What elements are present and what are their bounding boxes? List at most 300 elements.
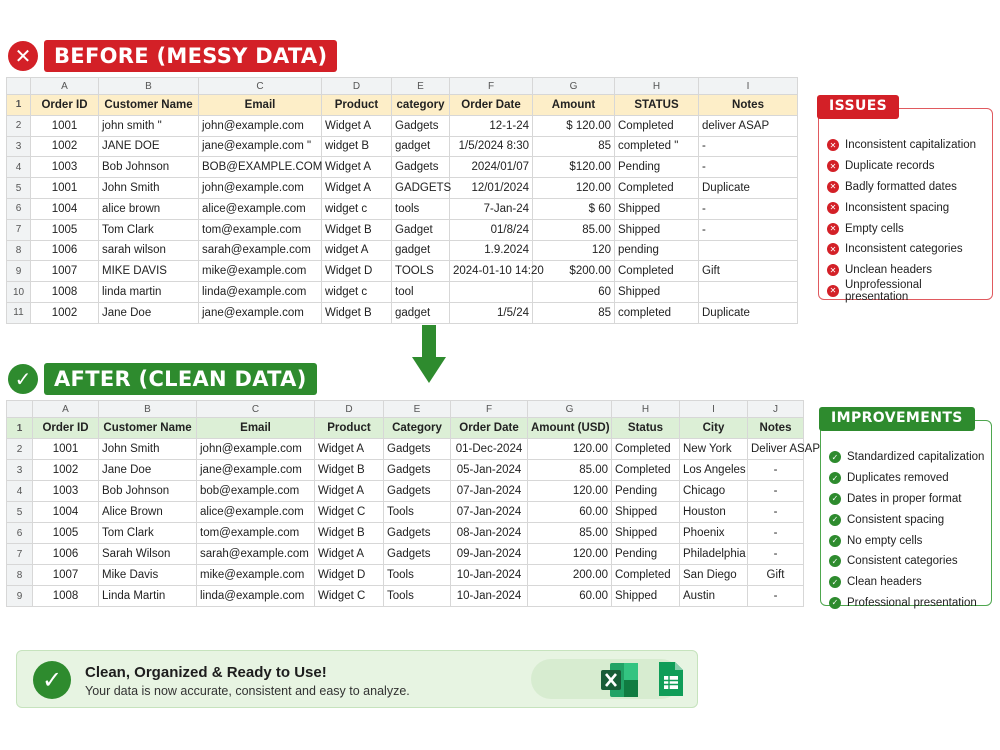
row-number[interactable]: 2 <box>7 115 31 136</box>
cell-amount[interactable]: $ 60 <box>533 198 615 219</box>
issues-item-label: Unclean headers <box>845 264 932 277</box>
footer-subtitle: Your data is now accurate, consistent and easy to analyze. <box>85 684 410 698</box>
column-header[interactable]: Notes <box>699 95 798 116</box>
cell-id[interactable]: 1001 <box>33 439 99 460</box>
cell-email[interactable]: jane@example.com <box>197 460 315 481</box>
cell-notes[interactable]: Deliver ASAP <box>748 439 804 460</box>
cell-amount[interactable]: 85.00 <box>528 460 612 481</box>
row-number[interactable]: 4 <box>7 481 33 502</box>
google-sheets-icon <box>657 660 685 698</box>
row-number[interactable]: 2 <box>7 439 33 460</box>
cell-status[interactable]: Pending <box>615 157 699 178</box>
cell-cat[interactable]: Tools <box>384 565 451 586</box>
cell-status[interactable]: Completed <box>612 439 680 460</box>
cell-notes[interactable]: - <box>748 544 804 565</box>
cell-email[interactable]: alice@example.com <box>199 198 322 219</box>
cell-status[interactable]: completed " <box>615 136 699 157</box>
cell-name[interactable]: Sarah Wilson <box>99 544 197 565</box>
cell-id[interactable]: 1002 <box>33 460 99 481</box>
column-letter[interactable]: J <box>748 401 804 418</box>
column-header[interactable]: Status <box>612 418 680 439</box>
column-letter[interactable]: C <box>199 78 322 95</box>
column-letter[interactable]: A <box>33 401 99 418</box>
cell-notes[interactable]: - <box>748 586 804 607</box>
column-letter[interactable]: H <box>615 78 699 95</box>
check-dot-icon: ✓ <box>829 576 841 588</box>
table-row <box>7 115 798 136</box>
x-dot-icon: ✕ <box>827 243 839 255</box>
arrow-down-icon <box>412 325 446 385</box>
issues-item <box>827 177 986 198</box>
row-number[interactable]: 8 <box>7 565 33 586</box>
cell-amount[interactable]: $ 120.00 <box>533 115 615 136</box>
improvements-item-label: Duplicates removed <box>847 472 949 485</box>
cell-name[interactable]: Bob Johnson <box>99 157 199 178</box>
column-header[interactable]: Product <box>315 418 384 439</box>
cell-status[interactable]: Pending <box>612 481 680 502</box>
cell-notes[interactable]: - <box>699 198 798 219</box>
cell-id[interactable]: 1003 <box>33 481 99 502</box>
cell-product[interactable]: Widget A <box>322 178 392 199</box>
cell-product[interactable]: Widget C <box>315 502 384 523</box>
cell-city[interactable]: Chicago <box>680 481 748 502</box>
cell-status[interactable]: Completed <box>612 565 680 586</box>
cell-date[interactable]: 01-Dec-2024 <box>451 439 528 460</box>
cell-id[interactable]: 1001 <box>31 178 99 199</box>
cell-email[interactable]: jane@example.com " <box>199 136 322 157</box>
cell-name[interactable]: MIKE DAVIS <box>99 261 199 282</box>
column-letter[interactable]: A <box>31 78 99 95</box>
cell-product[interactable]: widget B <box>322 136 392 157</box>
cell-cat[interactable]: Gadgets <box>384 460 451 481</box>
column-header[interactable]: Customer Name <box>99 418 197 439</box>
column-letter[interactable]: E <box>392 78 450 95</box>
cell-cat[interactable]: tools <box>392 198 450 219</box>
issues-item <box>827 218 986 239</box>
cell-cat[interactable]: Gadgets <box>392 115 450 136</box>
cell-city[interactable]: Philadelphia <box>680 544 748 565</box>
column-header[interactable]: Email <box>199 95 322 116</box>
column-header[interactable]: STATUS <box>615 95 699 116</box>
cell-cat[interactable]: gadget <box>392 240 450 261</box>
cell-amount[interactable]: 60.00 <box>528 502 612 523</box>
after-spreadsheet <box>6 400 821 607</box>
cell-email[interactable]: mike@example.com <box>199 261 322 282</box>
column-letter[interactable]: E <box>384 401 451 418</box>
check-circle-icon: ✓ <box>8 364 38 394</box>
cell-id[interactable]: 1007 <box>31 261 99 282</box>
row-number[interactable]: 7 <box>7 544 33 565</box>
improvements-item <box>829 447 985 468</box>
cell-date[interactable]: 1/5/24 <box>450 302 533 323</box>
cell-email[interactable]: linda@example.com <box>199 282 322 303</box>
table-row <box>7 198 798 219</box>
row-number[interactable]: 1 <box>7 95 31 116</box>
cell-cat[interactable]: gadget <box>392 302 450 323</box>
improvements-item-label: Professional presentation <box>847 596 977 609</box>
column-letters-row <box>7 78 798 95</box>
table-row <box>7 460 804 481</box>
cell-email[interactable]: john@example.com <box>199 178 322 199</box>
x-dot-icon: ✕ <box>827 264 839 276</box>
cell-cat[interactable]: Gadgets <box>384 439 451 460</box>
cell-date[interactable] <box>450 282 533 303</box>
row-number[interactable]: 9 <box>7 261 31 282</box>
header-row <box>7 95 798 116</box>
issues-item <box>827 135 986 156</box>
cell-id[interactable]: 1006 <box>31 240 99 261</box>
cell-status[interactable]: Shipped <box>612 502 680 523</box>
x-dot-icon: ✕ <box>827 181 839 193</box>
issues-item-label: Inconsistent capitalization <box>845 139 977 152</box>
cell-id[interactable]: 1008 <box>33 586 99 607</box>
column-header[interactable]: Amount (USD) <box>528 418 612 439</box>
cell-city[interactable]: Phoenix <box>680 523 748 544</box>
cell-amount[interactable]: 120.00 <box>528 439 612 460</box>
improvements-item-label: No empty cells <box>847 534 923 547</box>
cell-status[interactable]: Completed <box>615 261 699 282</box>
cell-amount[interactable]: 60.00 <box>528 586 612 607</box>
row-number[interactable]: 11 <box>7 302 31 323</box>
cell-amount[interactable]: 120.00 <box>528 544 612 565</box>
column-letter[interactable]: D <box>315 401 384 418</box>
cell-product[interactable]: widget c <box>322 198 392 219</box>
issues-title: ISSUES <box>817 95 899 119</box>
issues-item <box>827 260 986 281</box>
column-header[interactable]: category <box>392 95 450 116</box>
cell-product[interactable]: Widget C <box>315 586 384 607</box>
cell-email[interactable]: tom@example.com <box>197 523 315 544</box>
cell-amount[interactable]: $200.00 <box>533 261 615 282</box>
cell-date[interactable]: 2024-01-10 14:20 <box>450 261 533 282</box>
check-dot-icon: ✓ <box>829 597 841 609</box>
cell-date[interactable]: 10-Jan-2024 <box>451 565 528 586</box>
cell-product[interactable]: Widget D <box>315 565 384 586</box>
cell-status[interactable]: Completed <box>615 115 699 136</box>
cell-email[interactable]: alice@example.com <box>197 502 315 523</box>
table-row <box>7 523 804 544</box>
cell-status[interactable]: Shipped <box>615 198 699 219</box>
cell-city[interactable]: New York <box>680 439 748 460</box>
cell-amount[interactable]: 200.00 <box>528 565 612 586</box>
cell-name[interactable]: linda martin <box>99 282 199 303</box>
cell-email[interactable]: sarah@example.com <box>199 240 322 261</box>
cell-product[interactable]: Widget A <box>322 157 392 178</box>
cell-status[interactable]: Completed <box>612 460 680 481</box>
cell-id[interactable]: 1005 <box>33 523 99 544</box>
check-dot-icon: ✓ <box>829 535 841 547</box>
cell-date[interactable]: 08-Jan-2024 <box>451 523 528 544</box>
cell-email[interactable]: jane@example.com <box>199 302 322 323</box>
row-number[interactable]: 3 <box>7 460 33 481</box>
row-number[interactable]: 9 <box>7 586 33 607</box>
column-header[interactable]: Customer Name <box>99 95 199 116</box>
row-number[interactable]: 5 <box>7 502 33 523</box>
improvements-item <box>829 489 985 510</box>
cell-date[interactable]: 10-Jan-2024 <box>451 586 528 607</box>
cell-cat[interactable]: Gadget <box>392 219 450 240</box>
improvements-item-label: Clean headers <box>847 576 922 589</box>
row-number[interactable]: 6 <box>7 523 33 544</box>
cell-city[interactable]: Austin <box>680 586 748 607</box>
cell-email[interactable]: sarah@example.com <box>197 544 315 565</box>
column-letter[interactable]: B <box>99 401 197 418</box>
improvements-title: IMPROVEMENTS <box>819 407 975 431</box>
cell-amount[interactable]: 120 <box>533 240 615 261</box>
cell-cat[interactable]: gadget <box>392 136 450 157</box>
cell-id[interactable]: 1001 <box>31 115 99 136</box>
cell-date[interactable]: 07-Jan-2024 <box>451 502 528 523</box>
cell-name[interactable]: Mike Davis <box>99 565 197 586</box>
cell-status[interactable]: pending <box>615 240 699 261</box>
cell-email[interactable]: john@example.com <box>199 115 322 136</box>
cell-id[interactable]: 1008 <box>31 282 99 303</box>
issues-item-label: Empty cells <box>845 222 904 235</box>
column-letter[interactable]: G <box>528 401 612 418</box>
footer-banner <box>16 650 698 708</box>
column-letter[interactable]: B <box>99 78 199 95</box>
cell-name[interactable]: Tom Clark <box>99 219 199 240</box>
cell-product[interactable]: Widget B <box>315 460 384 481</box>
improvements-list <box>829 447 985 613</box>
row-number[interactable]: 10 <box>7 282 31 303</box>
cell-date[interactable]: 12/01/2024 <box>450 178 533 199</box>
cell-name[interactable]: Jane Doe <box>99 460 197 481</box>
x-dot-icon: ✕ <box>827 223 839 235</box>
cell-amount[interactable]: 120.00 <box>528 481 612 502</box>
table-row <box>7 586 804 607</box>
row-number[interactable]: 6 <box>7 198 31 219</box>
column-letter[interactable]: I <box>680 401 748 418</box>
row-number[interactable]: 1 <box>7 418 33 439</box>
improvements-item <box>829 593 985 614</box>
cell-notes[interactable]: deliver ASAP <box>699 115 798 136</box>
table-row <box>7 136 798 157</box>
cell-name[interactable]: John Smith <box>99 178 199 199</box>
cell-notes[interactable]: Duplicate <box>699 302 798 323</box>
cell-amount[interactable]: 85 <box>533 302 615 323</box>
footer-title: Clean, Organized & Ready to Use! <box>85 664 327 681</box>
cell-notes[interactable]: Gift <box>699 261 798 282</box>
cell-cat[interactable]: Tools <box>384 586 451 607</box>
cell-amount[interactable]: 85 <box>533 136 615 157</box>
cell-notes[interactable]: Gift <box>748 565 804 586</box>
column-header[interactable]: Order ID <box>33 418 99 439</box>
cell-notes[interactable] <box>699 240 798 261</box>
cell-product[interactable]: widget A <box>322 240 392 261</box>
table-row <box>7 282 798 303</box>
cell-amount[interactable]: 85.00 <box>528 523 612 544</box>
cell-amount[interactable]: 120.00 <box>533 178 615 199</box>
cell-status[interactable]: Shipped <box>612 523 680 544</box>
cell-id[interactable]: 1003 <box>31 157 99 178</box>
column-letters-row <box>7 401 804 418</box>
cell-notes[interactable]: - <box>699 136 798 157</box>
header-row <box>7 418 804 439</box>
cell-id[interactable]: 1004 <box>33 502 99 523</box>
cell-email[interactable]: tom@example.com <box>199 219 322 240</box>
cell-notes[interactable]: - <box>748 481 804 502</box>
cell-product[interactable]: Widget A <box>315 544 384 565</box>
cell-email[interactable]: bob@example.com <box>197 481 315 502</box>
excel-icon <box>600 661 640 699</box>
cell-cat[interactable]: Gadgets <box>392 157 450 178</box>
cell-cat[interactable]: GADGETS <box>392 178 450 199</box>
cell-cat[interactable]: tool <box>392 282 450 303</box>
cell-date[interactable]: 05-Jan-2024 <box>451 460 528 481</box>
cell-product[interactable]: widget c <box>322 282 392 303</box>
row-number[interactable]: 4 <box>7 157 31 178</box>
issues-item <box>827 239 986 260</box>
cell-status[interactable]: Shipped <box>615 219 699 240</box>
improvements-item <box>829 551 985 572</box>
check-circle-icon: ✓ <box>33 661 71 699</box>
x-dot-icon: ✕ <box>827 160 839 172</box>
cell-amount[interactable]: 85.00 <box>533 219 615 240</box>
cell-name[interactable]: Jane Doe <box>99 302 199 323</box>
before-banner: BEFORE (MESSY DATA) <box>44 40 337 72</box>
cell-product[interactable]: Widget A <box>322 115 392 136</box>
issues-item <box>827 278 986 303</box>
cell-name[interactable]: John Smith <box>99 439 197 460</box>
column-letter[interactable]: F <box>451 401 528 418</box>
improvements-item <box>829 468 985 489</box>
cell-notes[interactable]: - <box>748 502 804 523</box>
cell-product[interactable]: Widget A <box>315 481 384 502</box>
x-dot-icon: ✕ <box>827 139 839 151</box>
cell-cat[interactable]: Tools <box>384 502 451 523</box>
cell-email[interactable]: john@example.com <box>197 439 315 460</box>
improvements-item-label: Consistent spacing <box>847 513 945 526</box>
improvements-item <box>829 509 985 530</box>
cell-date[interactable]: 01/8/24 <box>450 219 533 240</box>
cell-id[interactable]: 1006 <box>33 544 99 565</box>
cell-product[interactable]: Widget B <box>315 523 384 544</box>
cell-date[interactable]: 07-Jan-2024 <box>451 481 528 502</box>
cell-product[interactable]: Widget B <box>322 219 392 240</box>
row-number[interactable]: 5 <box>7 178 31 199</box>
issues-item-label: Badly formatted dates <box>845 180 957 193</box>
cell-date[interactable]: 1/5/2024 8:30 <box>450 136 533 157</box>
column-header[interactable]: Order Date <box>450 95 533 116</box>
column-header[interactable]: Amount <box>533 95 615 116</box>
cell-notes[interactable]: Duplicate <box>699 178 798 199</box>
cell-date[interactable]: 7-Jan-24 <box>450 198 533 219</box>
cell-name[interactable]: john smith " <box>99 115 199 136</box>
column-letter[interactable]: F <box>450 78 533 95</box>
issues-item-label: Inconsistent categories <box>845 243 963 256</box>
table-row <box>7 261 798 282</box>
issues-item-label: Duplicate records <box>845 160 935 173</box>
cell-name[interactable]: sarah wilson <box>99 240 199 261</box>
column-letter[interactable]: C <box>197 401 315 418</box>
cell-email[interactable]: linda@example.com <box>197 586 315 607</box>
row-number[interactable]: 3 <box>7 136 31 157</box>
cell-notes[interactable]: - <box>748 460 804 481</box>
cell-date[interactable]: 2024/01/07 <box>450 157 533 178</box>
cell-cat[interactable]: Gadgets <box>384 544 451 565</box>
cell-email[interactable]: mike@example.com <box>197 565 315 586</box>
column-header[interactable]: City <box>680 418 748 439</box>
column-letter[interactable]: H <box>612 401 680 418</box>
check-dot-icon: ✓ <box>829 493 841 505</box>
cell-status[interactable]: Completed <box>615 178 699 199</box>
check-dot-icon: ✓ <box>829 555 841 567</box>
cell-name[interactable]: alice brown <box>99 198 199 219</box>
table-row <box>7 240 798 261</box>
cell-date[interactable]: 09-Jan-2024 <box>451 544 528 565</box>
column-header[interactable]: Category <box>384 418 451 439</box>
cell-id[interactable]: 1005 <box>31 219 99 240</box>
cell-status[interactable]: completed <box>615 302 699 323</box>
column-header[interactable]: Order ID <box>31 95 99 116</box>
table-row <box>7 157 798 178</box>
cell-id[interactable]: 1002 <box>31 302 99 323</box>
cell-product[interactable]: Widget B <box>322 302 392 323</box>
cell-name[interactable]: Tom Clark <box>99 523 197 544</box>
column-letter[interactable]: G <box>533 78 615 95</box>
cell-name[interactable]: Alice Brown <box>99 502 197 523</box>
cell-amount[interactable]: 60 <box>533 282 615 303</box>
column-letter[interactable]: D <box>322 78 392 95</box>
cell-date[interactable]: 1.9.2024 <box>450 240 533 261</box>
cell-amount[interactable]: $120.00 <box>533 157 615 178</box>
table-row <box>7 302 798 323</box>
cell-name[interactable]: JANE DOE <box>99 136 199 157</box>
cell-id[interactable]: 1002 <box>31 136 99 157</box>
cell-notes[interactable] <box>699 282 798 303</box>
check-dot-icon: ✓ <box>829 472 841 484</box>
cell-status[interactable]: Shipped <box>612 586 680 607</box>
cell-status[interactable]: Pending <box>612 544 680 565</box>
cell-product[interactable]: Widget D <box>322 261 392 282</box>
cell-id[interactable]: 1004 <box>31 198 99 219</box>
cell-city[interactable]: Houston <box>680 502 748 523</box>
table-row <box>7 544 804 565</box>
cell-status[interactable]: Shipped <box>615 282 699 303</box>
cell-name[interactable]: Linda Martin <box>99 586 197 607</box>
issues-item <box>827 197 986 218</box>
row-number[interactable]: 7 <box>7 219 31 240</box>
column-header[interactable]: Notes <box>748 418 804 439</box>
cell-name[interactable]: Bob Johnson <box>99 481 197 502</box>
cell-product[interactable]: Widget A <box>315 439 384 460</box>
cell-cat[interactable]: Gadgets <box>384 523 451 544</box>
column-letter[interactable]: I <box>699 78 798 95</box>
cell-notes[interactable]: - <box>748 523 804 544</box>
cell-cat[interactable]: Gadgets <box>384 481 451 502</box>
column-header[interactable]: Order Date <box>451 418 528 439</box>
table-row <box>7 502 804 523</box>
column-header[interactable]: Email <box>197 418 315 439</box>
issues-item-label: Inconsistent spacing <box>845 201 950 214</box>
row-number[interactable]: 8 <box>7 240 31 261</box>
cell-date[interactable]: 12-1-24 <box>450 115 533 136</box>
check-dot-icon: ✓ <box>829 514 841 526</box>
issues-list <box>827 135 986 301</box>
cell-city[interactable]: San Diego <box>680 565 748 586</box>
cell-city[interactable]: Los Angeles <box>680 460 748 481</box>
cell-notes[interactable]: - <box>699 157 798 178</box>
cell-notes[interactable]: - <box>699 219 798 240</box>
improvements-item <box>829 572 985 593</box>
issues-panel <box>818 98 993 303</box>
before-banner-row <box>8 40 337 72</box>
cell-email[interactable]: BOB@EXAMPLE.COM <box>199 157 322 178</box>
cell-cat[interactable]: TOOLS <box>392 261 450 282</box>
column-header[interactable]: Product <box>322 95 392 116</box>
cell-id[interactable]: 1007 <box>33 565 99 586</box>
